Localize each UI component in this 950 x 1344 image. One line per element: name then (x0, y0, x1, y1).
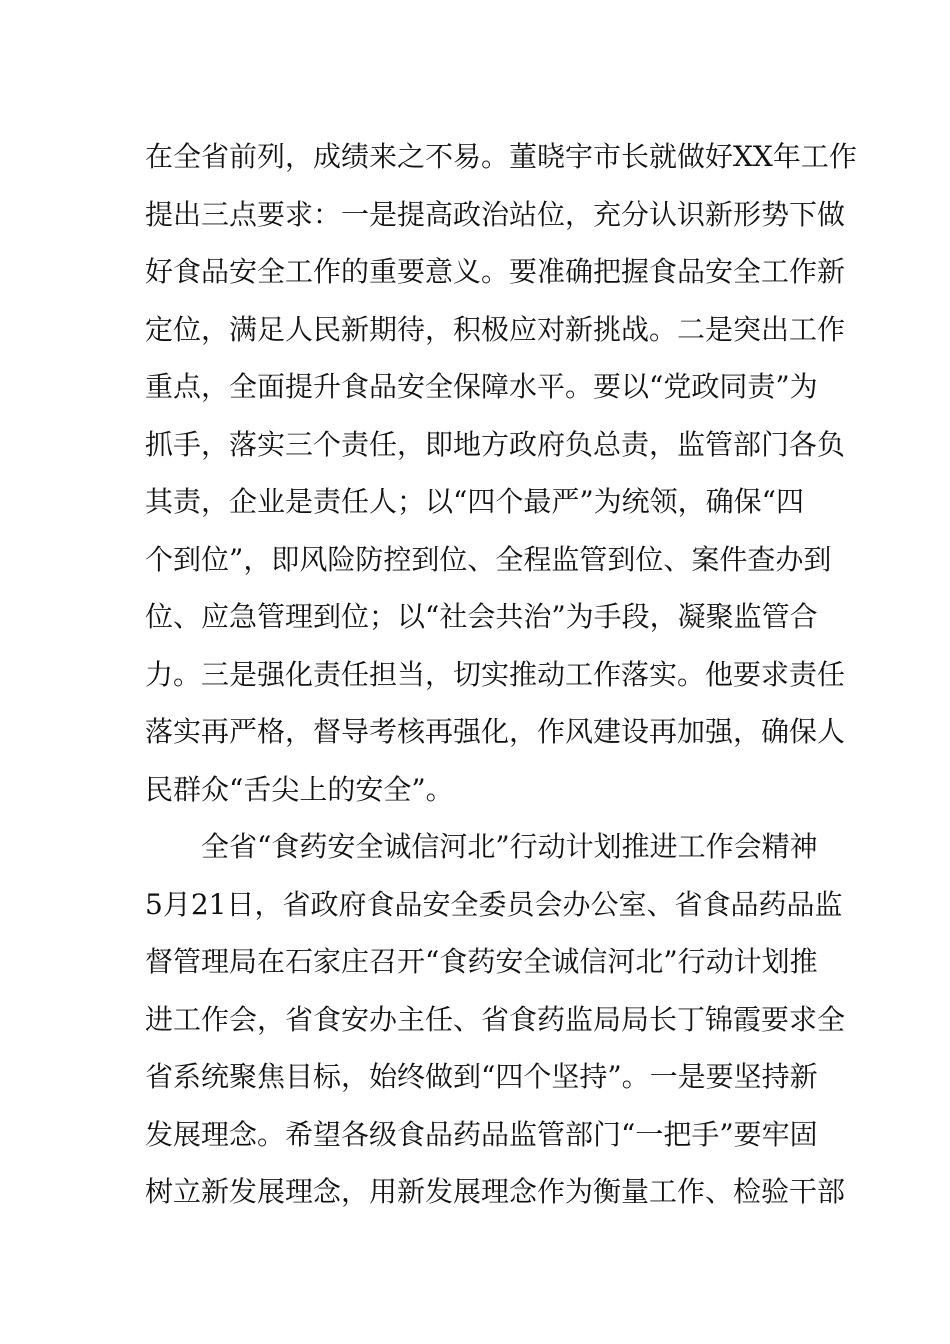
heading-line: 全省“食药安全诚信河北”行动计划推进工作会精神 (201, 830, 818, 863)
text-line: 提出三点要求：一是提高政治站位，充分认识新形势下做 (145, 197, 846, 231)
text-line: 好食品安全工作的重要意义。要准确把握食品安全工作新 (145, 255, 846, 288)
text-line: 落实再严格，督导考核再强化，作风建设再加强，确保人 (145, 715, 846, 748)
text-line: 督管理局在石家庄召开“食药安全诚信河北”行动计划推 (145, 945, 818, 978)
text-line: 发展理念。希望各级食品药品监管部门“一把手”要牢固 (145, 1117, 818, 1151)
text-line: 定位，满足人民新期待，积极应对新挑战。二是突出工作 (145, 312, 846, 346)
text-line: 5月21日，省政府食品安全委员会办公室、省食品药品监 (145, 887, 843, 921)
body-text (145, 128, 857, 1221)
text-line: 进工作会，省食安办主任、省食药监局局长丁锦霞要求全 (145, 1002, 846, 1036)
text-line: 其责，企业是责任人；以“四个最严”为统领，确保“四 (145, 485, 804, 518)
text-line: 树立新发展理念，用新发展理念作为衡量工作、检验干部 (145, 1175, 846, 1208)
text-line: 省系统聚焦目标，始终做到“四个坚持”。一是要坚持新 (145, 1060, 818, 1093)
text-line: 在全省前列，成绩来之不易。董晓宇市长就做好XX年工作 (145, 140, 857, 173)
paragraph-1 (145, 128, 857, 818)
paragraph-2 (145, 876, 846, 1221)
section-heading (145, 818, 818, 876)
text-line: 抓手，落实三个责任，即地方政府负总责，监管部门各负 (145, 427, 846, 461)
text-line: 重点，全面提升食品安全保障水平。要以“党政同责”为 (145, 370, 818, 403)
text-line: 位、应急管理到位；以“社会共治”为手段，凝聚监管合 (145, 600, 818, 633)
text-line: 力。三是强化责任担当，切实推动工作落实。他要求责任 (145, 657, 846, 691)
text-line: 个到位”，即风险防控到位、全程监管到位、案件查办到 (145, 542, 832, 576)
text-line: 民群众“舌尖上的安全”。 (145, 772, 454, 806)
